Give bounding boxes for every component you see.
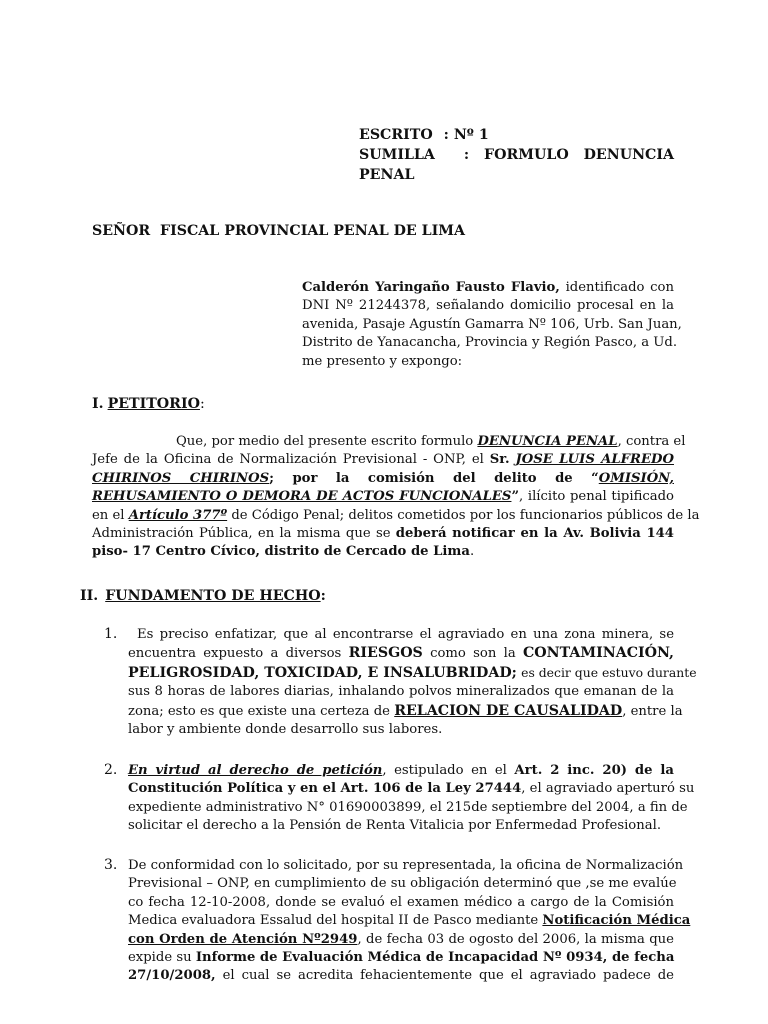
intro-paragraph: [302, 279, 682, 371]
complainant-name: Calderón Yaringaño Fausto Flavio,: [302, 280, 560, 295]
text: Jefe de la Oficina de Normalización Previsional - ONP, el: [92, 452, 484, 468]
text: Previsional – ONP, en cumplimiento de su obligación determinó que ,se me evalúe: [128, 876, 677, 892]
text: , ilícito penal tipificado: [519, 489, 674, 505]
text: , entre la: [622, 703, 683, 719]
section-numeral: II.: [80, 588, 99, 604]
text: labor y ambiente donde desarrollo sus labores.: [128, 722, 443, 738]
list-item-2: [128, 762, 695, 836]
text: Constitución Política y en el Art. 106 de la Ley 27444: [128, 781, 522, 797]
document-header: [359, 126, 674, 185]
text: en el: [92, 507, 125, 523]
list-item-3: [128, 857, 691, 986]
text: De conformidad con lo solicitado, por su representada, la oficina de Normalización: [128, 858, 684, 873]
petitorio-paragraph: [92, 433, 700, 562]
text: Art. 2 inc. 20) de la: [514, 763, 674, 778]
text: OMISIÓN,: [598, 470, 674, 486]
section-title: PETITORIO: [107, 396, 200, 412]
intro-line: identificado con: [565, 280, 674, 295]
sumilla-cont: PENAL: [359, 167, 415, 183]
text: es decir que estuvo durante: [521, 664, 697, 680]
text: como son la: [430, 646, 516, 662]
text: encuentra expuesto a diversos: [128, 646, 342, 662]
list-number: 3.: [104, 857, 118, 873]
text: piso- 17 Centro Cívico, distrito de Cercado de Lima: [92, 544, 470, 560]
text: , el agraviado aperturó su: [521, 781, 695, 797]
text: el cual se acredita fehacientemente que el agraviado padece de: [222, 968, 674, 984]
text: sus 8 horas de labores diarias, inhalando polvos mineralizados que emanan de la: [128, 684, 674, 700]
text: , estipulado en el: [382, 763, 507, 778]
sumilla-value: : FORMULO DENUNCIA: [463, 147, 674, 163]
text: expide su: [128, 950, 192, 966]
text: de Código Penal; delitos cometidos por los funcionarios públicos de la: [231, 507, 700, 523]
text: CONTAMINACIÓN,: [522, 645, 674, 662]
text: , contra el: [617, 434, 686, 449]
intro-line: DNI Nº 21244378, señalando domicilio procesal en la: [302, 298, 674, 314]
text: Que, por medio del presente escrito formulo: [176, 434, 474, 449]
list-number: 2.: [104, 762, 118, 778]
text: Es preciso enfatizar, que al encontrarse el agraviado en una zona minera, se: [137, 627, 674, 642]
text: Artículo 377º: [128, 507, 228, 523]
text: solicitar el derecho a la Pensión de Renta Vitalicia por Enfermedad Profesional.: [128, 818, 662, 834]
escrito-line: [359, 126, 674, 145]
text: .: [469, 544, 475, 560]
text: Medica evaluadora Essalud del hospital II de Pasco mediante: [128, 913, 539, 929]
text: con Orden de Atención Nº2949: [128, 931, 358, 947]
text: expediente administrativo N° 01690003899, el 215de septiembre del 2004, a fin de: [128, 799, 688, 815]
section-colon: :: [199, 396, 205, 412]
text: co fecha 12-10-2008, donde se evaluó el examen médico a cargo de la Comisión: [128, 894, 674, 910]
text: zona; esto es que existe una certeza de: [128, 703, 390, 719]
sumilla-line: [359, 146, 674, 165]
text: ”: [511, 489, 520, 505]
list-item-1: [128, 626, 697, 739]
sumilla-label: SUMILLA: [359, 147, 435, 163]
list-number: 1.: [104, 626, 118, 642]
section-title: FUNDAMENTO DE HECHO: [105, 588, 321, 604]
text: PELIGROSIDAD, TOXICIDAD, E INSALUBRIDAD;: [128, 664, 517, 681]
text: ; por la comisión del delito de “: [269, 470, 599, 486]
intro-line: me presento y expongo:: [302, 353, 463, 369]
text: Administración Pública, en la misma que se: [92, 526, 391, 542]
section-colon: :: [320, 588, 326, 604]
text: RIESGOS: [348, 645, 423, 662]
section-1-heading: [92, 395, 205, 414]
text: En virtud al derecho de petición: [128, 763, 383, 778]
text: Sr.: [489, 452, 510, 468]
text: , de fecha 03 de ogosto del 2006, la misma que: [357, 931, 674, 947]
text: JOSE LUIS ALFREDO: [515, 452, 674, 468]
section-numeral: I.: [92, 396, 104, 412]
text: Informe de Evaluación Médica de Incapacidad Nº 0934, de fecha: [195, 950, 675, 966]
text: RELACION DE CAUSALIDAD: [394, 702, 623, 719]
section-2-heading: [80, 587, 326, 606]
escrito-label: ESCRITO: [359, 127, 433, 143]
text: CHIRINOS CHIRINOS: [92, 470, 270, 486]
text: Notificación Médica: [542, 913, 691, 929]
text: DENUNCIA PENAL: [477, 434, 618, 449]
text: REHUSAMIENTO O DEMORA DE ACTOS FUNCIONALES: [92, 489, 512, 505]
text: 27/10/2008,: [128, 968, 216, 984]
addressee: SEÑOR FISCAL PROVINCIAL PENAL DE LIMA: [92, 223, 466, 239]
intro-line: avenida, Pasaje Agustín Gamarra Nº 106, Urb. San Juan,: [302, 316, 682, 332]
intro-line: Distrito de Yanacancha, Provincia y Región Pasco, a Ud.: [302, 335, 678, 351]
text: deberá notificar en la Av. Bolivia 144: [395, 526, 674, 542]
escrito-value: : Nº 1: [443, 127, 489, 143]
